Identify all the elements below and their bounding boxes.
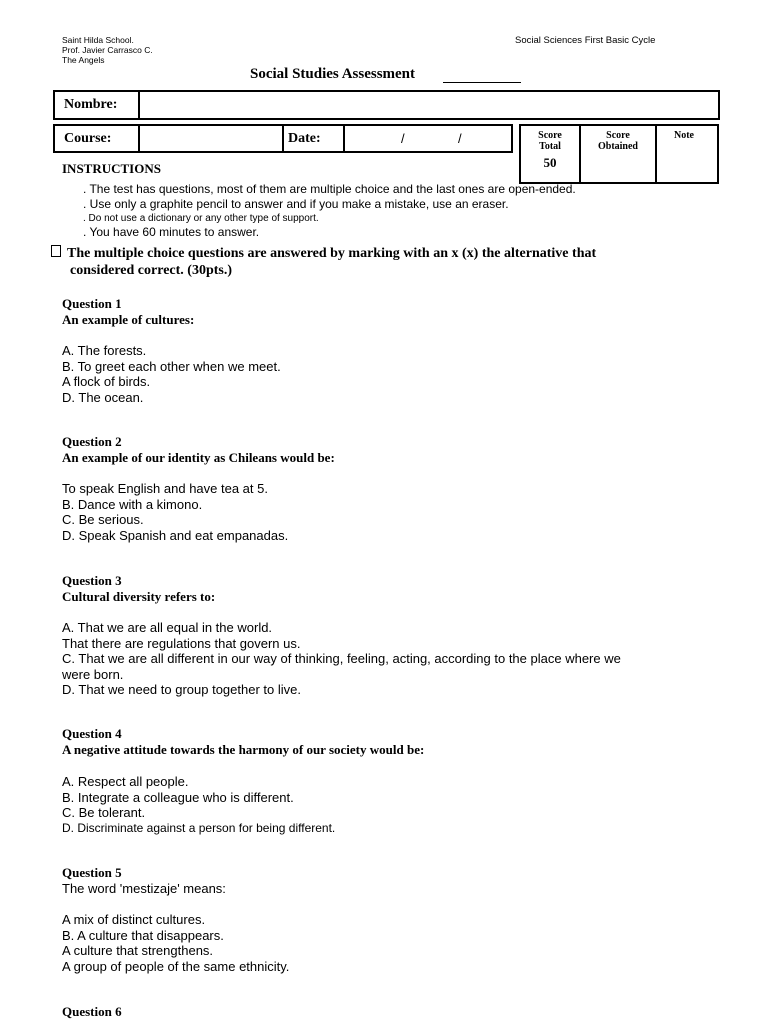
answer-option[interactable]: D. The ocean. [62, 389, 144, 405]
instruction-item: . Do not use a dictionary or any other type of support. [83, 213, 319, 224]
question-number: Question 4 [62, 726, 122, 741]
question-number: Question 3 [62, 573, 122, 588]
course-field[interactable] [142, 127, 280, 150]
course-divider [138, 124, 140, 153]
date-field[interactable] [347, 127, 510, 150]
answer-option[interactable]: B. A culture that disappears. [62, 927, 224, 943]
question-options [62, 343, 632, 405]
question-text: Cultural diversity refers to: [62, 589, 216, 604]
name-divider [138, 90, 140, 120]
section-line-1: The multiple choice questions are answered by marking with an x (x) the alternative that [67, 246, 597, 261]
question-text: An example of our identity as Chileans would be: [62, 450, 335, 465]
answer-option[interactable]: A. The forests. [62, 343, 147, 358]
section-line-2: considered correct. (30pts.) [70, 263, 232, 278]
date-label-divider-left [282, 124, 284, 153]
answer-option[interactable]: A culture that strengthens. [62, 943, 214, 958]
name-label: Nombre: [64, 97, 118, 112]
date-label-divider-right [343, 124, 345, 153]
score-total-label-2: Total [539, 141, 561, 152]
question-number: Question 2 [62, 434, 122, 449]
instruction-item: . Use only a graphite pencil to answer and if you make a mistake, use an eraser. [83, 197, 509, 211]
instruction-item: . You have 60 minutes to answer. [83, 225, 260, 239]
answer-option[interactable]: D. That we need to group together to live. [62, 682, 301, 697]
answer-option[interactable]: B. Integrate a colleague who is different. [62, 789, 294, 805]
question-options [62, 912, 632, 974]
answer-option[interactable]: To speak English and have tea at 5. [62, 481, 268, 496]
score-total-value: 50 [543, 155, 557, 170]
answer-option[interactable]: A flock of birds. [62, 374, 151, 389]
question-text: The word 'mestizaje' means: [62, 881, 226, 896]
instructions-title: INSTRUCTIONS [62, 161, 161, 176]
score-total-label-1: Score [538, 130, 562, 141]
page-title: Social Studies Assessment [250, 66, 416, 82]
date-label: Date: [288, 131, 321, 146]
score-obtained-cell [581, 130, 655, 152]
question-text: A negative attitude towards the harmony of our society would be: [62, 742, 425, 757]
name-field[interactable] [142, 93, 717, 117]
answer-option[interactable]: A. Respect all people. [62, 774, 189, 789]
question-number: Question 6 [62, 1004, 122, 1019]
answer-option[interactable]: D. Speak Spanish and eat empanadas. [62, 527, 289, 543]
school-name: Saint Hilda School. [62, 35, 134, 45]
question-options [62, 774, 632, 836]
section-instructions [67, 245, 647, 279]
answer-option[interactable]: A mix of distinct cultures. [62, 912, 206, 927]
school-location: The Angels [62, 55, 105, 65]
instruction-item: . The test has questions, most of them are multiple choice and the last ones are open-ended. [83, 182, 576, 196]
note-cell [657, 130, 711, 141]
question-text: An example of cultures: [62, 312, 195, 327]
answer-option[interactable]: D. Discriminate against a person for being different. [62, 820, 336, 835]
question-options [62, 620, 622, 698]
answer-option[interactable]: C. That we are all different in our way of thinking, feeling, acting, according to the place where we were born. [62, 651, 621, 682]
answer-option[interactable]: A. That we are all equal in the world. [62, 620, 273, 635]
answer-option[interactable]: That there are regulations that govern us. [62, 635, 301, 651]
score-total-cell [521, 130, 579, 168]
teacher-name: Prof. Javier Carrasco C. [62, 45, 153, 55]
question-number: Question 5 [62, 865, 122, 880]
date-separator-2: / [458, 131, 462, 146]
score-obtained-label-2: Obtained [597, 141, 638, 152]
answer-option[interactable]: A group of people of the same ethnicity. [62, 958, 290, 974]
answer-option[interactable]: B. To greet each other when we meet. [62, 358, 281, 374]
question-number: Question 1 [62, 296, 122, 311]
date-separator-1: / [401, 131, 405, 146]
score-obtained-label-1: Score [606, 130, 630, 141]
answer-option[interactable]: C. Be tolerant. [62, 805, 146, 820]
title-underline [443, 82, 521, 83]
question-options [62, 481, 632, 543]
checkbox-icon [51, 245, 61, 257]
answer-option[interactable]: B. Dance with a kimono. [62, 496, 203, 512]
course-cycle: Social Sciences First Basic Cycle [515, 35, 656, 46]
course-label: Course: [64, 131, 112, 146]
school-info [62, 35, 153, 65]
answer-option[interactable]: C. Be serious. [62, 512, 144, 527]
note-label: Note [674, 130, 694, 141]
